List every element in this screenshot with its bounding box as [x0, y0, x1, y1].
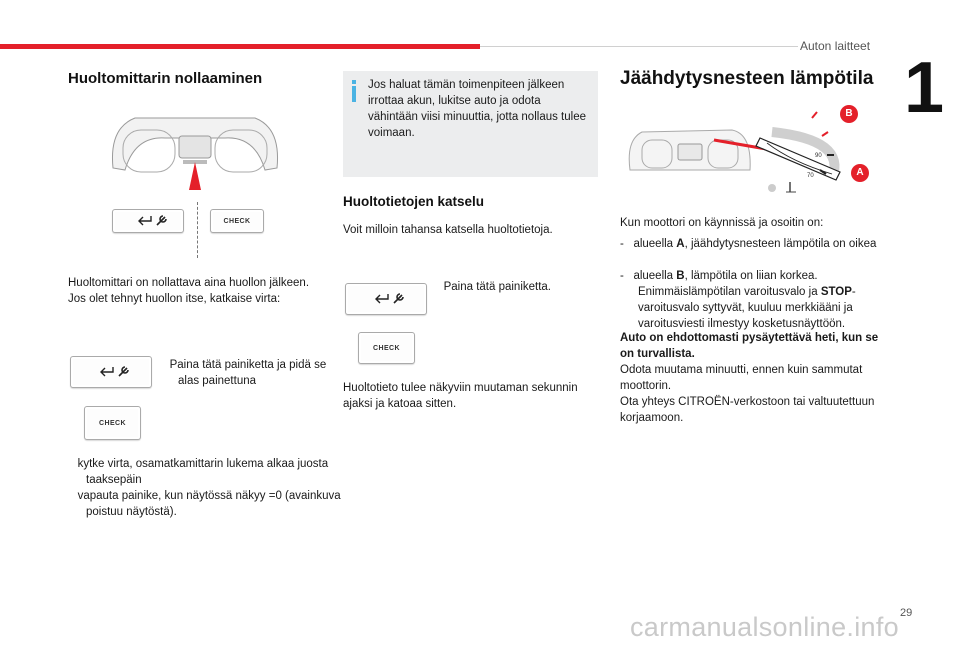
header-accent-bar	[0, 44, 480, 49]
coolant-wait-text: Odota muutama minuutti, ennen kuin sammutat moottorin.	[620, 364, 863, 392]
coolant-temperature-icon	[786, 182, 796, 192]
coolant-intro-text: Kun moottori on käynnissä ja osoitin on:	[620, 217, 824, 229]
wrench-button-illustration-2	[70, 356, 152, 388]
coolant-contact-text: Ota yhteys CITROËN-verkostoon tai valtuutettuun korjaamoon.	[620, 396, 875, 424]
marker-a: A	[851, 164, 869, 182]
reset-step-2: kytke virta, osamatkamittarin lukema alkaa juosta taaksepäin	[77, 458, 329, 486]
service-info-step: Paina tätä painiketta.	[443, 281, 552, 293]
wrench-icon	[113, 210, 183, 232]
chapter-name: Auton laitteet	[800, 39, 871, 53]
section-title-reset: Huoltomittarin nollaaminen	[68, 70, 263, 87]
service-info-text: Voit milloin tahansa katsella huoltotietoja.	[343, 224, 553, 236]
reset-step-1: Paina tätä painiketta ja pidä se alas painettuna	[169, 359, 327, 387]
info-icon	[350, 80, 358, 102]
info-text: Jos haluat tämän toimenpiteen jälkeen irrottaa akun, lukitse auto ja odota vähintään viisi minuuttia, jotta nollaus tulee voimaan.	[368, 79, 586, 139]
watermark: carmanualsonline.info	[630, 612, 899, 642]
instrument-cluster-illustration	[105, 108, 285, 198]
coolant-gauge-illustration	[622, 100, 872, 200]
service-info-text-2: Huoltotieto tulee näkyviin muutaman sekunnin ajaksi ja katoaa sitten.	[343, 382, 578, 410]
wrench-icon	[71, 357, 151, 387]
check-button-illustration-2: CHECK	[84, 406, 141, 440]
guide-line	[197, 202, 199, 258]
page-number: 29	[900, 607, 913, 619]
coolant-item-a: - alueella A, jäähdytysnesteen lämpötila on oikea	[620, 238, 877, 250]
wrench-reset-button-illustration	[112, 209, 184, 233]
section-title-service-info: Huoltotietojen katselu	[343, 194, 485, 209]
wrench-icon	[346, 284, 426, 314]
section-title-coolant: Jäähdytysnesteen lämpötila	[620, 68, 874, 89]
coolant-warning-bold: Auto on ehdottomasti pysäytettävä heti, kun se on turvallista.	[620, 332, 879, 360]
check-button-illustration-3: CHECK	[358, 332, 415, 364]
check-button-illustration: CHECK	[210, 209, 264, 233]
reset-step-3: vapauta painike, kun näytössä näkyy =0 (avainkuva poistuu näytöstä).	[77, 490, 341, 518]
marker-b: B	[840, 105, 858, 123]
gauge-tick-70: 70	[807, 173, 814, 179]
pointer-arrow	[189, 162, 201, 190]
header-rule	[480, 46, 798, 47]
reset-intro-text: Huoltomittari on nollattava aina huollon jälkeen. Jos olet tehnyt huollon itse, katkaise virta:	[68, 277, 310, 305]
coolant-item-b: - alueella B, lämpötila on liian korkea. Enimmäislämpötilan varoitusvalo ja STOP-varoitusvalo syttyvät, kuuluu merkkiääni ja varoitusviesti ilmestyy kosketusnäyttöön.	[620, 270, 856, 330]
wrench-button-illustration-3	[345, 283, 427, 315]
chapter-number: 1	[904, 48, 943, 128]
gauge-tick-90: 90	[815, 153, 822, 159]
